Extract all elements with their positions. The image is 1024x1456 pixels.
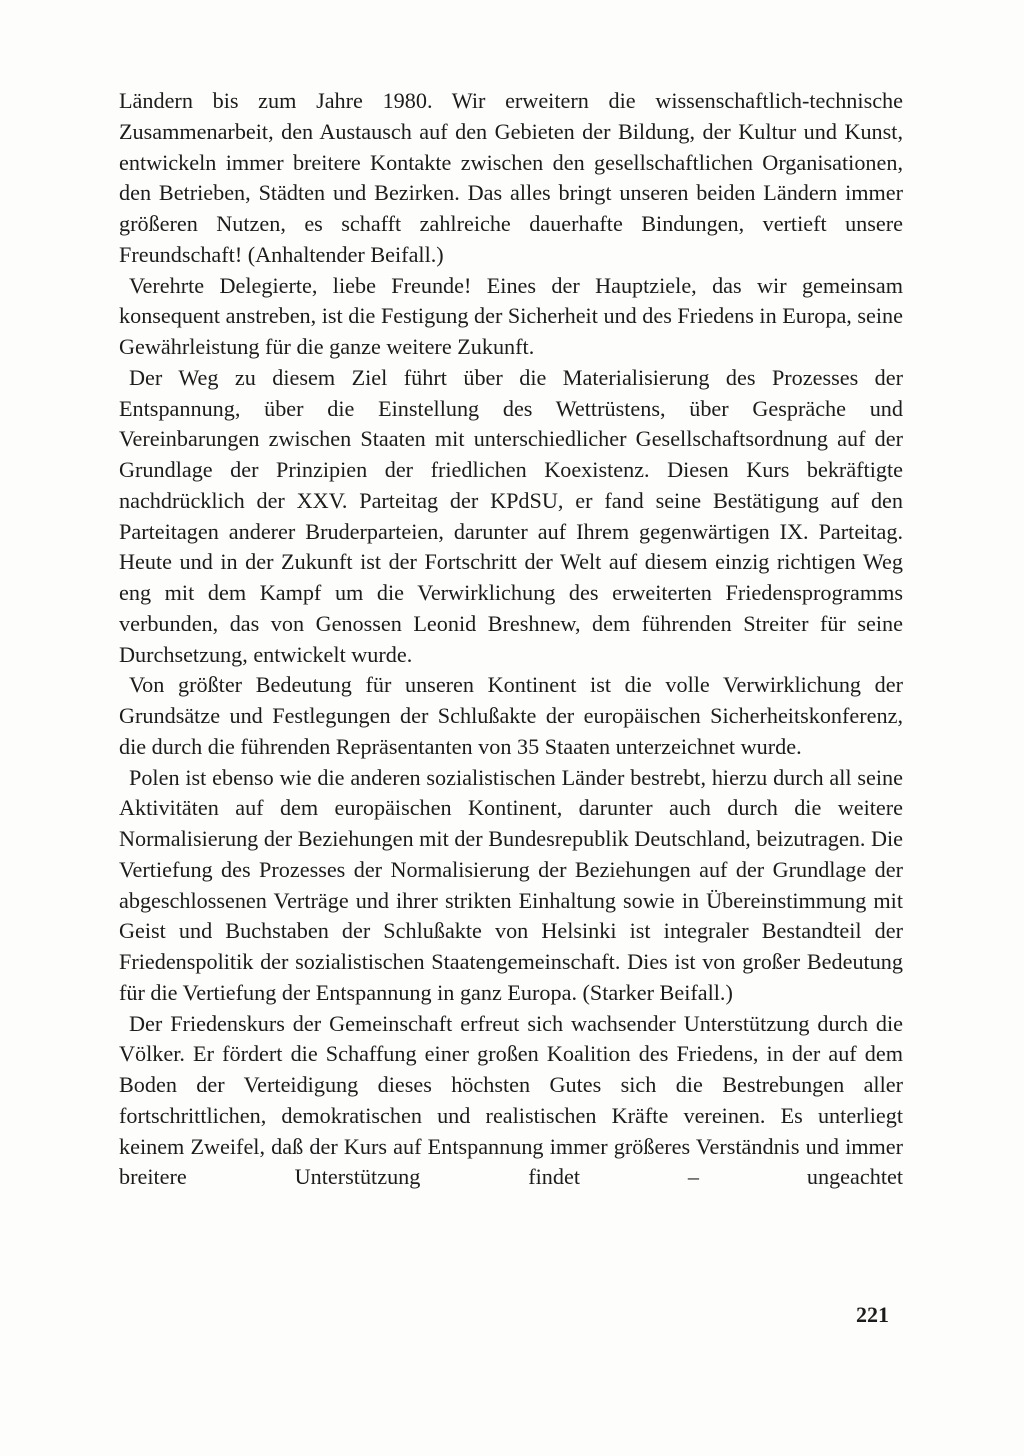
- paragraph-5: Polen ist ebenso wie die anderen sozialistischen Länder bestrebt, hierzu durch all seine Aktivitäten auf dem europäischen Kontinent, darunter auch durch die weitere Normalisierung der Beziehungen mit der Bundesrepublik Deutschland, beizutragen. Die Vertiefung des Prozesses der Normalisierung der Beziehungen auf der Grundlage der abgeschlossenen Verträge und ihrer strikten Einhaltung sowie in Übereinstimmung mit Geist und Buchstaben der Schlußakte von Helsinki ist integraler Bestandteil der Friedenspolitik der sozialistischen Staatengemeinschaft. Dies ist von großer Bedeutung für die Vertiefung der Entspannung in ganz Europa. (Starker Beifall.): [119, 764, 903, 1005]
- body-text: [119, 86, 903, 1193]
- paragraph-4: Von größter Bedeutung für unseren Kontinent ist die volle Verwirklichung der Grundsätze und Festlegungen der Schlußakte der europäischen Sicherheitskonferenz, die durch die führenden Repräsentanten von 35 Staaten unterzeichnet wurde.: [119, 672, 903, 759]
- page-number: 221: [856, 1302, 889, 1327]
- paragraph-6: Der Friedenskurs der Gemeinschaft erfreut sich wachsender Unterstützung durch die Völker. Er fördert die Schaffung einer großen Koalition des Friedens, in der auf dem Boden der Verteidigung dieses höchsten Gutes sich die Bestrebungen aller fortschrittlichen, demokratischen und realistischen Kräfte vereinen. Es unterliegt keinem Zweifel, daß der Kurs auf Entspannung immer größeres Verständnis und immer breitere Unterstützung findet – ungeachtet: [119, 1010, 903, 1190]
- paragraph-3: Der Weg zu diesem Ziel führt über die Materialisierung des Prozesses der Entspannung, über die Einstellung des Wettrüstens, über Gespräche und Vereinbarungen zwischen Staaten mit unterschiedlicher Gesellschaftsordnung auf der Grundlage der Prinzipien der friedlichen Koexistenz. Diesen Kurs bekräftigte nachdrücklich der XXV. Parteitag der KPdSU, er fand seine Bestätigung auf den Parteitagen anderer Bruderparteien, darunter auf Ihrem gegenwärtigen IX. Parteitag. Heute und in der Zukunft ist der Fortschritt der Welt auf diesem einzig richtigen Weg eng mit dem Kampf um die Verwirklichung des erweiterten Friedensprogramms verbunden, das von Genossen Leonid Breshnew, dem führenden Streiter für seine Durchsetzung, entwickelt wurde.: [119, 364, 903, 667]
- paragraph-2: Verehrte Delegierte, liebe Freunde! Eines der Hauptziele, das wir gemeinsam konsequent anstreben, ist die Festigung der Sicherheit und des Friedens in Europa, seine Gewährleistung für die ganze weitere Zukunft.: [119, 272, 903, 359]
- paragraph-1: Ländern bis zum Jahre 1980. Wir erweitern die wissenschaftlich-technische Zusammenarbeit, den Austausch auf den Gebieten der Bildung, der Kultur und Kunst, entwickeln immer breitere Kontakte zwischen den gesellschaftlichen Organisationen, den Betrieben, Städten und Bezirken. Das alles bringt unseren beiden Ländern immer größeren Nutzen, es schafft zahlreiche dauerhafte Bindungen, vertieft unsere Freundschaft! (Anhaltender Beifall.): [119, 88, 903, 267]
